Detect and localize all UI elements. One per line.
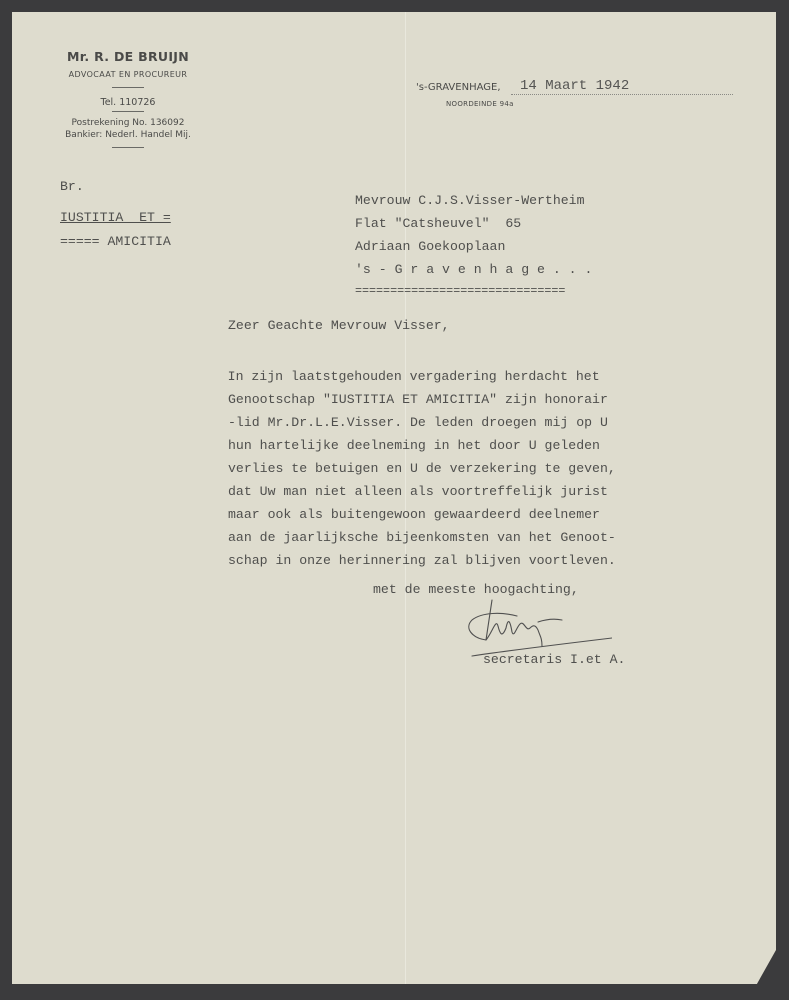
- divider: [112, 147, 144, 148]
- divider: [112, 87, 144, 88]
- handwritten-signature: [462, 598, 612, 658]
- recipient-line-3: Adriaan Goekooplaan: [355, 239, 506, 254]
- body-line: schap in onze herinnering zal blijven voortleven.: [228, 553, 616, 568]
- sender-line-1: Br.: [60, 179, 84, 194]
- body-line: hun hartelijke deelneming in het door U geleden: [228, 438, 600, 453]
- body-line: maar ook als buitengewoon gewaardeerd deelnemer: [228, 507, 600, 522]
- letterhead-street: NOORDEINDE 94a: [446, 100, 514, 108]
- letterhead-profession: ADVOCAAT EN PROCUREUR: [68, 70, 188, 79]
- recipient-line-2: Flat "Catsheuvel" 65: [355, 216, 522, 231]
- body-line: In zijn laatstgehouden vergadering herdacht het: [196, 369, 600, 384]
- signature-title: secretaris I.et A.: [483, 652, 626, 667]
- body-line: verlies te betuigen en U de verzekering te geven,: [228, 461, 616, 476]
- letter-date: 14 Maart 1942: [520, 78, 630, 94]
- body-line: -lid Mr.Dr.L.E.Visser. De leden droegen mij op U: [228, 415, 608, 430]
- sender-line-3: ===== AMICITIA: [60, 234, 171, 249]
- letterhead-phone: Tel. 110726: [100, 97, 156, 108]
- salutation: Zeer Geachte Mevrouw Visser,: [228, 318, 450, 333]
- date-dotted-line: [511, 94, 733, 95]
- recipient-line-4: 's - G r a v e n h a g e . . .: [355, 262, 593, 277]
- recipient-underline: ==============================: [355, 284, 566, 298]
- letterhead-name: Mr. R. DE BRUIJN: [66, 49, 189, 64]
- letterhead-postal-account: Postrekening No. 136092: [71, 118, 185, 128]
- body-line: Genootschap "IUSTITIA ET AMICITIA" zijn honorair: [228, 392, 608, 407]
- closing: met de meeste hoogachting,: [373, 582, 579, 597]
- sender-line-2: IUSTITIA ET =: [60, 210, 171, 225]
- recipient-line-1: Mevrouw C.J.S.Visser-Wertheim: [355, 193, 585, 208]
- divider: [112, 111, 144, 112]
- body-line: aan de jaarlijksche bijeenkomsten van het Genoot-: [228, 530, 616, 545]
- body-line: dat Uw man niet alleen als voortreffelijk jurist: [228, 484, 608, 499]
- letterhead-city: 's-GRAVENHAGE,: [416, 82, 501, 93]
- letterhead-bank: Bankier: Nederl. Handel Mij.: [65, 130, 191, 140]
